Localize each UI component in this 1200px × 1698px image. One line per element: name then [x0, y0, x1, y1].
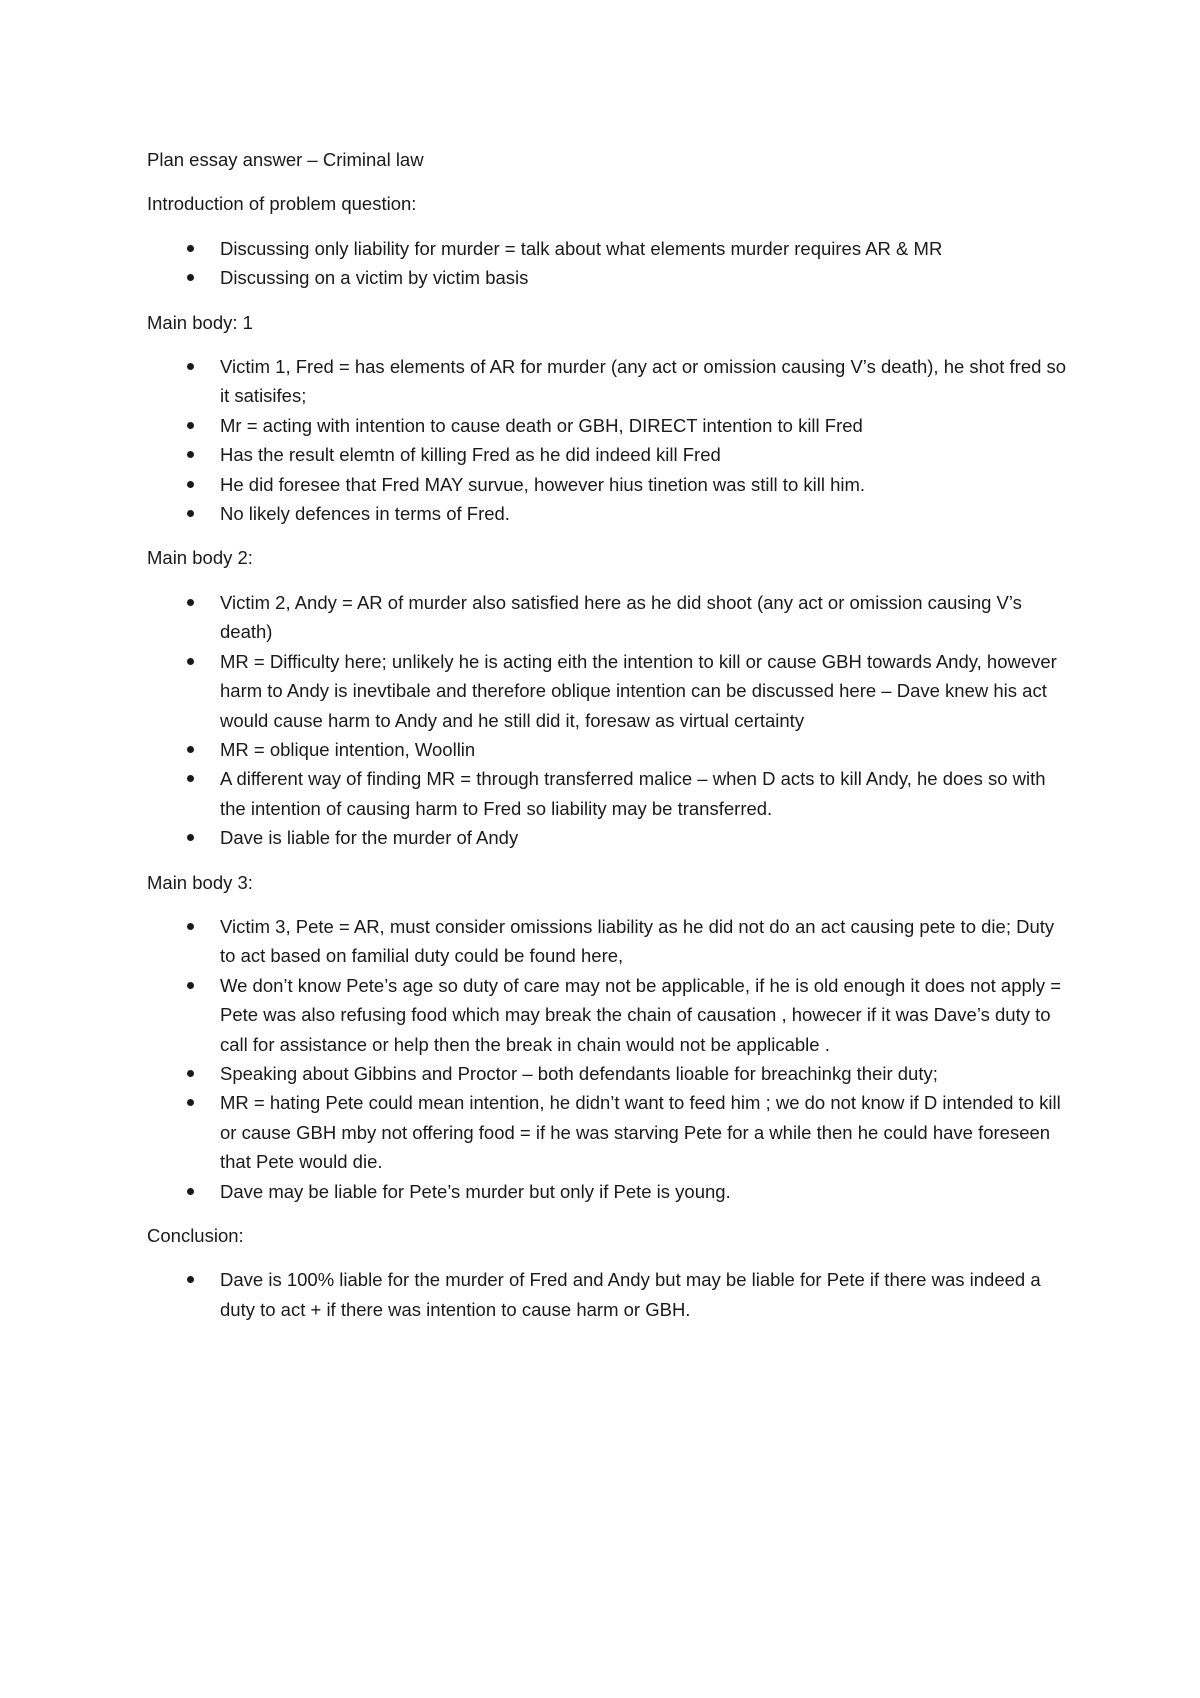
bullet-text: Discussing only liability for murder = talk about what elements murder requires AR & MR	[220, 237, 943, 259]
bullet-text: Mr = acting with intention to cause death or GBH, DIRECT intention to kill Fred	[220, 414, 863, 436]
bullet-icon	[187, 245, 194, 252]
bullet-text: A different way of finding MR = through transferred malice – when D acts to kill Andy, he does so with the intention of causing harm to Fred so liability may be transferred.	[220, 768, 1046, 819]
bullet-icon	[187, 481, 194, 488]
list-item	[147, 823, 1067, 852]
document-body	[147, 145, 1067, 1339]
bullet-text: We don’t know Pete’s age so duty of care may not be applicable, if he is old enough it does not apply = Pete was also refusing food which may break the chain of causation , howecer if it was Dave’s duty to call for assistance or help then the break in chain would not be applicable .	[220, 974, 1062, 1055]
bullet-icon	[187, 746, 194, 753]
bullet-text: Dave is 100% liable for the murder of Fred and Andy but may be liable for Pete if there was indeed a duty to act + if there was intention to cause harm or GBH.	[220, 1269, 1041, 1320]
bullet-icon	[187, 775, 194, 782]
list-item	[147, 440, 1067, 469]
bullet-text: Victim 3, Pete = AR, must consider omissions liability as he did not do an act causing pete to die; Duty to act based on familial duty could be found here,	[220, 915, 1055, 967]
section-heading-conclusion: Conclusion:	[147, 1225, 244, 1246]
list-item	[147, 971, 1067, 1059]
bullet-icon	[187, 274, 194, 281]
bullet-text: Dave is liable for the murder of Andy	[220, 827, 519, 849]
bullet-list-main-body-1	[147, 352, 1067, 528]
bullet-icon	[187, 1188, 194, 1195]
list-item	[147, 1177, 1067, 1206]
bullet-text: MR = hating Pete could mean intention, he didn’t want to feed him ; we do not know if D intended to kill or cause GBH mby not offering food = if he was starving Pete for a while then he could have foreseen that Pete would die.	[220, 1092, 1061, 1173]
bullet-text: No likely defences in terms of Fred.	[220, 503, 510, 525]
list-item	[147, 263, 1067, 292]
list-item	[147, 1059, 1067, 1088]
bullet-icon	[187, 599, 194, 606]
list-item	[147, 647, 1067, 735]
bullet-list-conclusion	[147, 1265, 1067, 1324]
list-item	[147, 234, 1067, 263]
section-heading-main-body-3: Main body 3:	[147, 871, 253, 893]
list-item	[147, 1088, 1067, 1176]
bullet-icon	[187, 982, 194, 989]
list-item	[147, 352, 1067, 411]
document-title: Plan essay answer – Criminal law	[147, 149, 424, 170]
bullet-icon	[187, 422, 194, 429]
bullet-icon	[187, 1099, 194, 1106]
bullet-icon	[187, 1276, 194, 1283]
bullet-list-main-body-2	[147, 588, 1067, 853]
section-heading-main-body-2: Main body 2:	[147, 547, 253, 569]
bullet-icon	[187, 1070, 194, 1077]
list-item	[147, 470, 1067, 499]
bullet-list-main-body-3	[147, 912, 1067, 1206]
bullet-icon	[187, 658, 194, 665]
bullet-icon	[187, 363, 194, 370]
bullet-text: Victim 1, Fred = has elements of AR for murder (any act or omission causing V’s death), he shot fred so it satisifes;	[220, 356, 1067, 407]
bullet-text: Victim 2, Andy = AR of murder also satisfied here as he did shoot (any act or omission causing V’s death)	[220, 591, 1022, 643]
list-item	[147, 499, 1067, 528]
list-item	[147, 912, 1067, 971]
bullet-text: He did foresee that Fred MAY survue, however hius tinetion was still to kill him.	[220, 473, 866, 495]
section-heading-introduction: Introduction of problem question:	[147, 193, 417, 215]
bullet-text: MR = Difficulty here; unlikely he is acting eith the intention to kill or cause GBH towards Andy, however harm to Andy is inevtibale and therefore oblique intention can be discussed here – Dave knew his act would cause harm to Andy and he still did it, foresaw as virtual certainty	[220, 650, 1057, 731]
bullet-icon	[187, 451, 194, 458]
list-item	[147, 1265, 1067, 1324]
bullet-icon	[187, 834, 194, 841]
bullet-text: Discussing on a victim by victim basis	[220, 267, 529, 289]
bullet-text: MR = oblique intention, Woollin	[220, 738, 476, 760]
bullet-list-introduction	[147, 234, 1067, 293]
bullet-text: Dave may be liable for Pete’s murder but only if Pete is young.	[220, 1180, 731, 1202]
list-item	[147, 764, 1067, 823]
section-heading-main-body-1: Main body: 1	[147, 311, 253, 333]
list-item	[147, 735, 1067, 764]
list-item	[147, 411, 1067, 440]
bullet-icon	[187, 923, 194, 930]
list-item	[147, 588, 1067, 647]
bullet-text: Has the result elemtn of killing Fred as he did indeed kill Fred	[220, 444, 721, 466]
bullet-icon	[187, 510, 194, 517]
bullet-text: Speaking about Gibbins and Proctor – both defendants lioable for breachinkg their duty;	[220, 1062, 938, 1084]
